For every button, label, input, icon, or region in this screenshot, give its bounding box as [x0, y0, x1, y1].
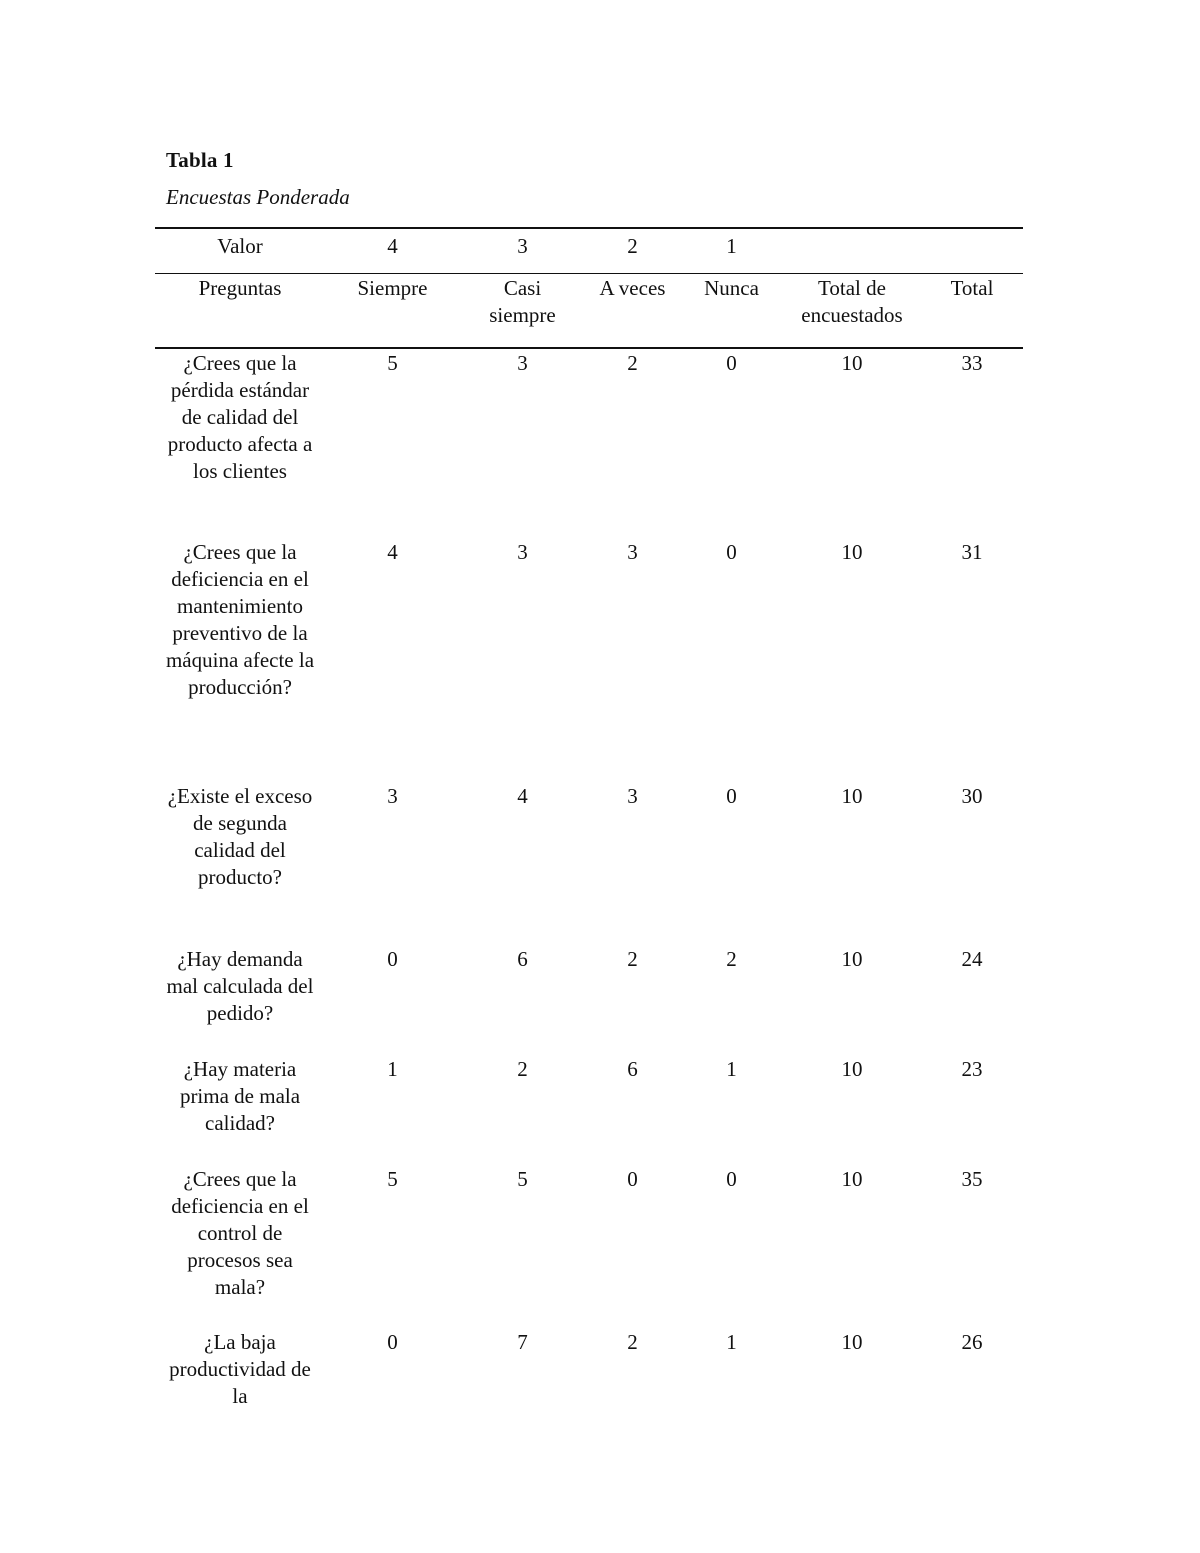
table-row [155, 945, 1023, 1055]
header-casi-siempre: Casi siempre [460, 274, 585, 349]
valor-empty [783, 228, 921, 274]
cell-total-encuestados: 10 [841, 351, 863, 375]
survey-table [155, 227, 1023, 1411]
cell-a-veces: 0 [627, 1167, 638, 1191]
header-siempre: Siempre [325, 274, 460, 349]
cell-nunca: 1 [726, 1057, 737, 1081]
cell-nunca: 0 [726, 1167, 737, 1191]
cell-casi-siempre: 5 [517, 1167, 528, 1191]
cell-a-veces: 2 [627, 947, 638, 971]
cell-pregunta: ¿Crees que la deficiencia en el control de procesos sea mala? [171, 1167, 309, 1299]
header-total: Total [921, 274, 1023, 349]
valor-empty [921, 228, 1023, 274]
cell-siempre: 4 [387, 540, 398, 564]
cell-casi-siempre: 3 [517, 351, 528, 375]
cell-casi-siempre: 3 [517, 540, 528, 564]
cell-casi-siempre: 7 [517, 1330, 528, 1354]
cell-pregunta: ¿Crees que la pérdida estándar de calidad del producto afecta a los clientes [167, 351, 313, 483]
valor-a-veces: 2 [585, 228, 680, 274]
valor-nunca: 1 [680, 228, 783, 274]
cell-a-veces: 6 [627, 1057, 638, 1081]
table-row [155, 538, 1023, 782]
cell-nunca: 0 [726, 784, 737, 808]
cell-nunca: 2 [726, 947, 737, 971]
valor-casi-siempre: 3 [460, 228, 585, 274]
cell-total: 23 [961, 1057, 983, 1081]
table-title: Encuestas Ponderada [166, 185, 350, 209]
cell-nunca: 1 [726, 1330, 737, 1354]
cell-casi-siempre: 2 [517, 1057, 528, 1081]
cell-total-encuestados: 10 [841, 947, 863, 971]
cell-pregunta: ¿Hay materia prima de mala calidad? [179, 1057, 301, 1135]
cell-casi-siempre: 4 [517, 784, 528, 808]
cell-pregunta: ¿Hay demanda mal calculada del pedido? [166, 947, 314, 1025]
cell-total: 31 [961, 540, 983, 564]
valor-row [155, 228, 1023, 274]
cell-siempre: 3 [387, 784, 398, 808]
table-row [155, 348, 1023, 538]
cell-casi-siempre: 6 [517, 947, 528, 971]
cell-total-encuestados: 10 [841, 1167, 863, 1191]
cell-siempre: 0 [387, 947, 398, 971]
valor-siempre: 4 [325, 228, 460, 274]
cell-total: 33 [961, 351, 983, 375]
cell-total: 26 [961, 1330, 983, 1354]
cell-a-veces: 3 [627, 540, 638, 564]
header-preguntas: Preguntas [155, 274, 325, 349]
cell-a-veces: 2 [627, 351, 638, 375]
header-row [155, 274, 1023, 349]
valor-label: Valor [155, 228, 325, 274]
cell-a-veces: 3 [627, 784, 638, 808]
cell-total: 30 [961, 784, 983, 808]
cell-total-encuestados: 10 [841, 784, 863, 808]
cell-total-encuestados: 10 [841, 1330, 863, 1354]
cell-siempre: 1 [387, 1057, 398, 1081]
cell-total: 24 [961, 947, 983, 971]
cell-pregunta: ¿La baja productividad de la [169, 1330, 311, 1408]
table-row [155, 1328, 1023, 1411]
cell-nunca: 0 [726, 540, 737, 564]
cell-total-encuestados: 10 [841, 1057, 863, 1081]
header-nunca: Nunca [680, 274, 783, 349]
header-total-encuestados: Total de encuestados [783, 274, 921, 349]
table-row [155, 1055, 1023, 1165]
cell-pregunta: ¿Existe el exceso de segunda calidad del producto? [167, 784, 313, 889]
cell-siempre: 0 [387, 1330, 398, 1354]
cell-total: 35 [961, 1167, 983, 1191]
cell-total-encuestados: 10 [841, 540, 863, 564]
cell-siempre: 5 [387, 351, 398, 375]
cell-a-veces: 2 [627, 1330, 638, 1354]
header-a-veces: A veces [585, 274, 680, 349]
cell-pregunta: ¿Crees que la deficiencia en el mantenimiento preventivo de la máquina afecte la producción? [165, 540, 315, 699]
table-row [155, 1165, 1023, 1328]
table-number: Tabla 1 [166, 148, 234, 172]
table-row [155, 782, 1023, 945]
cell-nunca: 0 [726, 351, 737, 375]
cell-siempre: 5 [387, 1167, 398, 1191]
